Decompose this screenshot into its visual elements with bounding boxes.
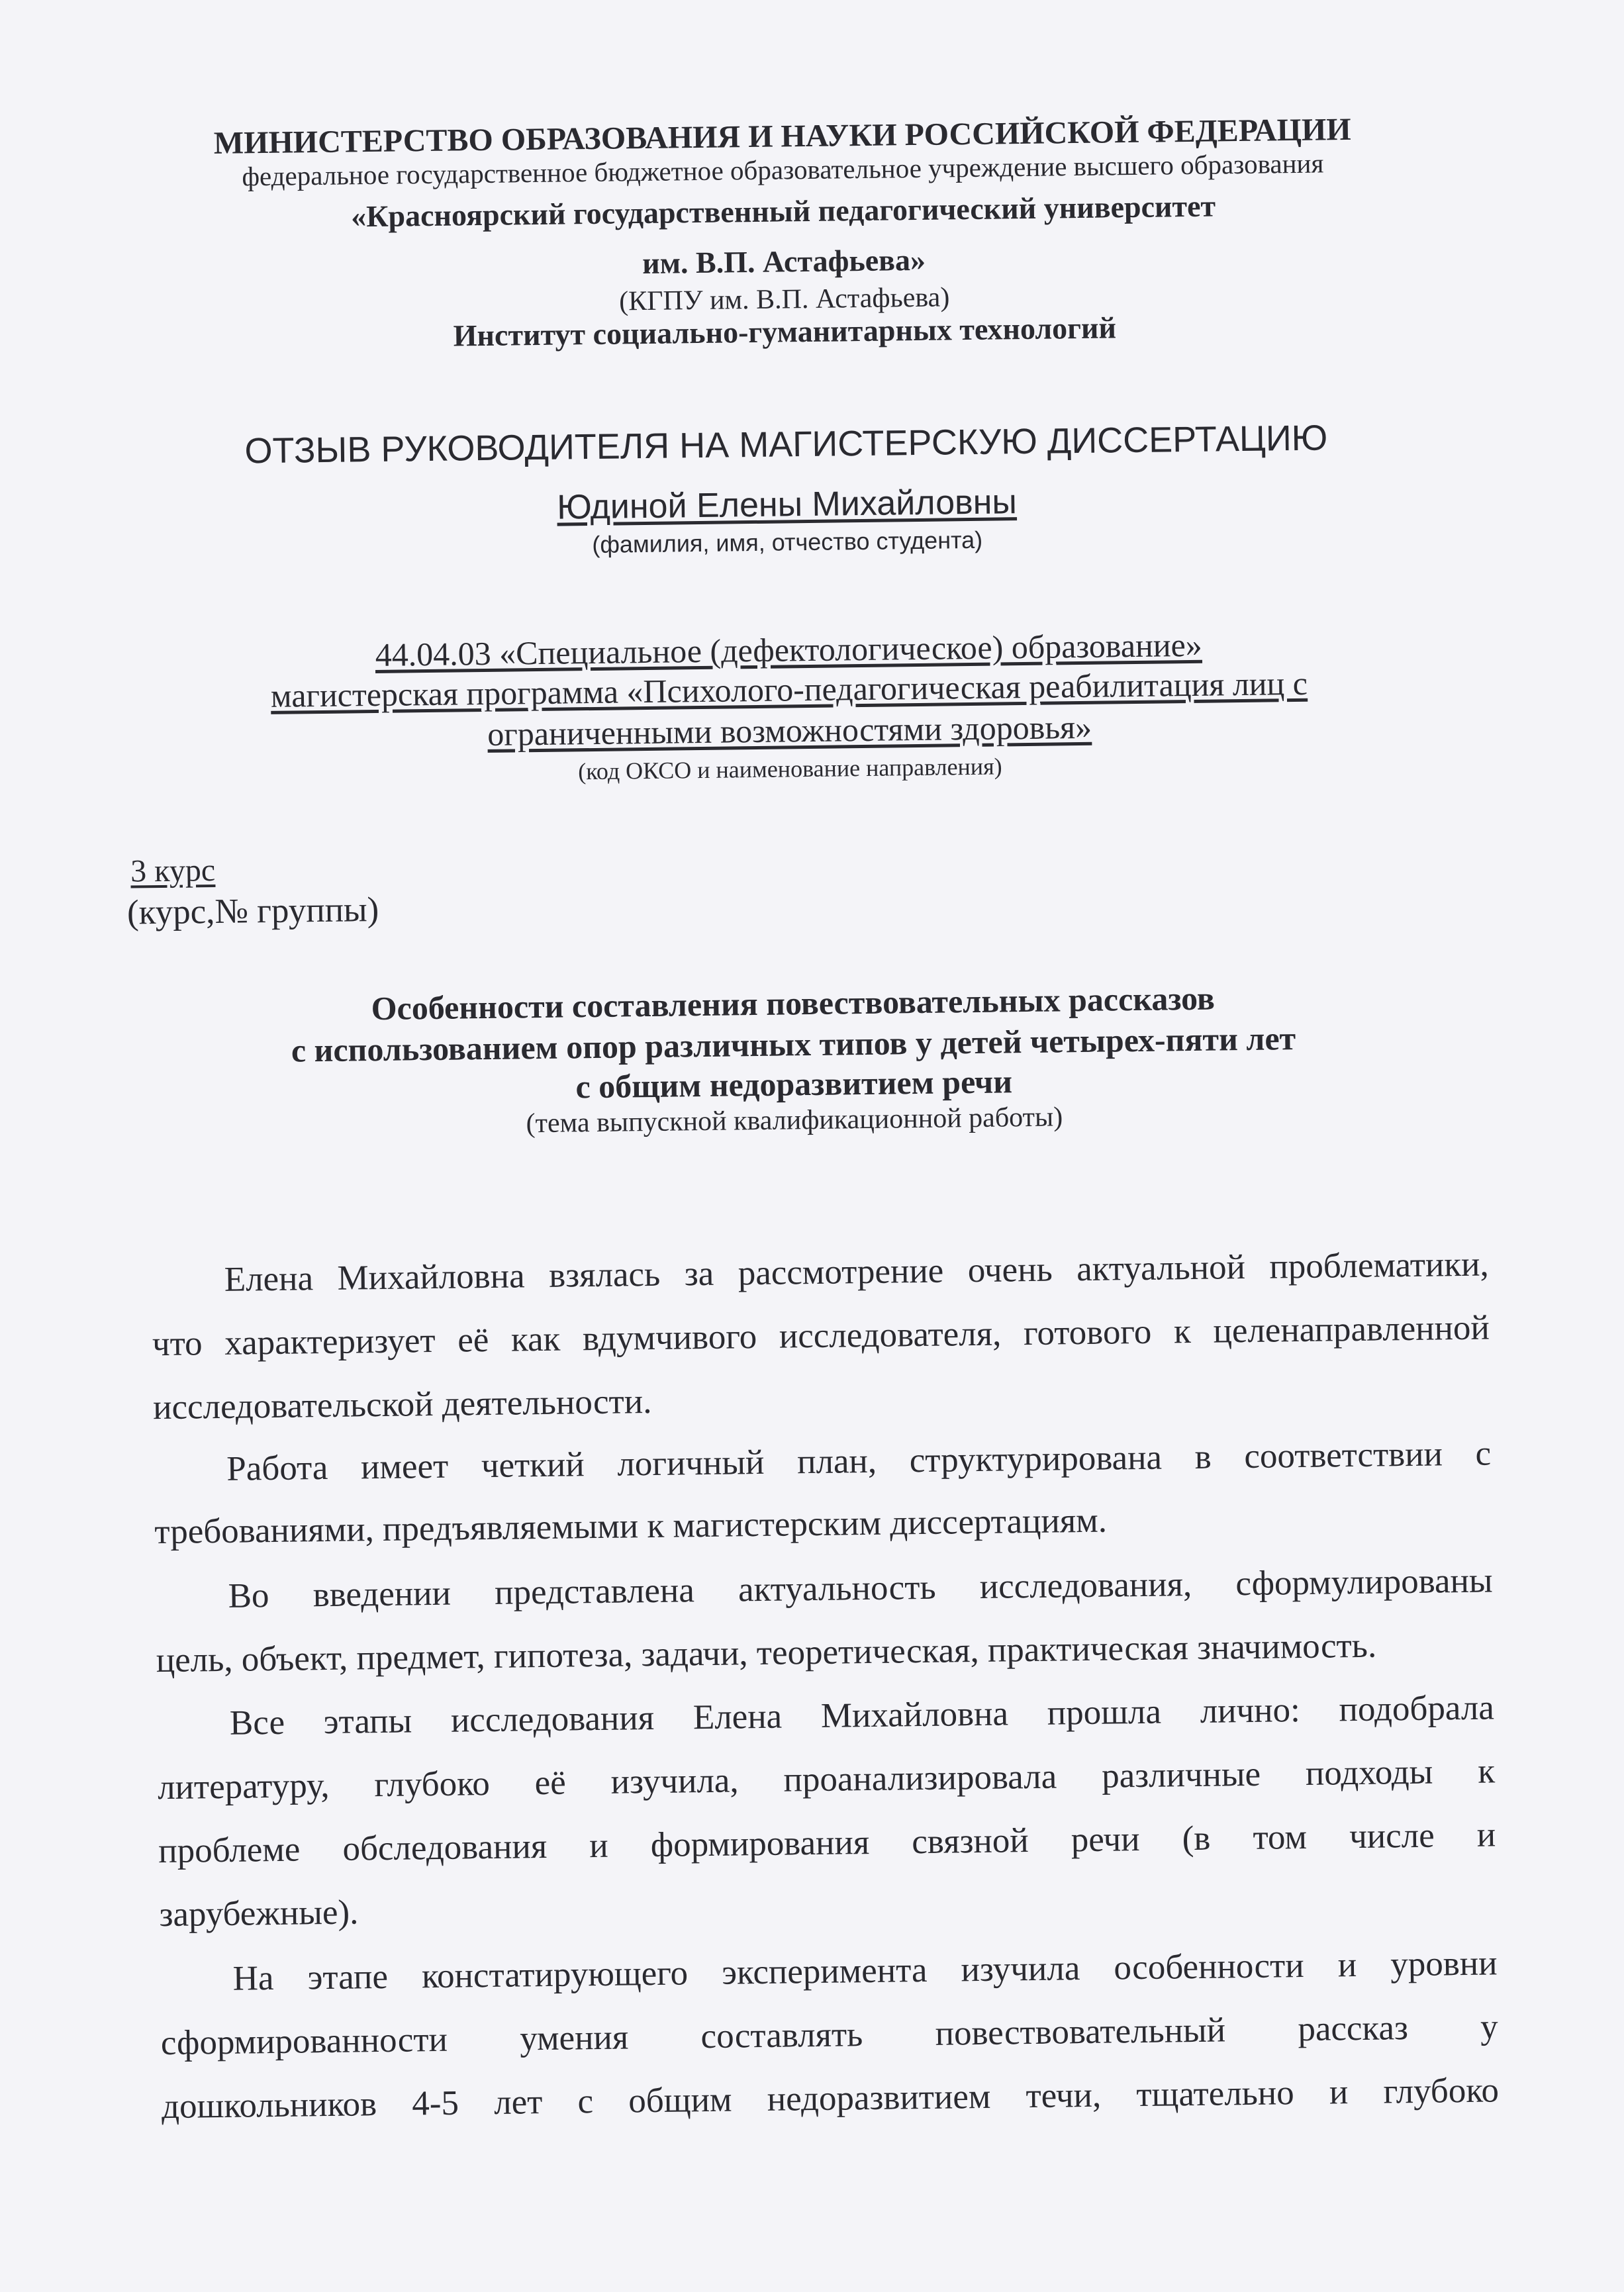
body-line: дошкольников 4-5 лет с общим недоразвитием течи, тщательно и глубоко	[161, 2071, 1500, 2126]
course: 3 курс	[130, 852, 216, 889]
topic-line2: с использованием опор различных типов у детей четырех-пяти лет	[291, 1020, 1296, 1069]
topic-line1: Особенности составления повествовательных рассказов	[371, 979, 1216, 1027]
body-line: Работа имеет четкий логичный план, структурирована в соответствии с	[226, 1434, 1492, 1488]
program-caption: (код ОКСО и наименование направления)	[577, 753, 1002, 785]
body-line: сформированности умения составлять повествовательный рассказ у	[160, 2007, 1499, 2063]
university-name: «Красноярский государственный педагогический университет	[350, 189, 1216, 234]
body-line: проблеме обследования и формирования связной речи (в том числе и	[158, 1815, 1496, 1871]
institution-type: федеральное государственное бюджетное образовательное учреждение высшего образования	[242, 148, 1324, 192]
student-name: Юдиной Елены Михайловны	[556, 483, 1018, 527]
institute-name: Институт социально-гуманитарных технологий	[453, 310, 1117, 353]
topic-line3: с общим недоразвитием речи	[575, 1063, 1013, 1106]
ministry-heading: МИНИСТЕРСТВО ОБРАЗОВАНИЯ И НАУКИ РОССИЙСКОЙ ФЕДЕРАЦИИ	[213, 111, 1351, 161]
body-line: требованиями, предъявляемыми к магистерским диссертациям.	[154, 1501, 1108, 1552]
body-line: зарубежные).	[159, 1893, 359, 1934]
program-code: 44.04.03 «Специальное (дефектологическое) образование»	[375, 626, 1203, 673]
course-caption: (курс,№ группы)	[126, 890, 379, 932]
university-name-line2: им. В.П. Астафьева»	[642, 242, 926, 281]
program-line1: магистерская программа «Психолого-педагогическая реабилитация лиц с	[270, 664, 1308, 714]
body-line: что характеризует её как вдумчивого исследователя, готового к целенаправленной	[152, 1308, 1490, 1364]
topic-caption: (тема выпускной квалификационной работы)	[526, 1102, 1063, 1139]
body-line: Елена Михайловна взялась за рассмотрение очень актуальной проблематики,	[224, 1245, 1489, 1299]
program-line2: ограниченными возможностями здоровья»	[487, 708, 1092, 753]
student-caption: (фамилия, имя, отчество студента)	[592, 526, 983, 558]
university-abbrev: (КГПУ им. В.П. Астафьева)	[618, 282, 950, 317]
body-line: Во введении представлена актуальность исследования, сформулированы	[228, 1561, 1493, 1615]
body-line: цель, объект, предмет, гипотеза, задачи, теоретическая, практическая значимость.	[156, 1626, 1377, 1680]
review-title: ОТЗЫВ РУКОВОДИТЕЛЯ НА МАГИСТЕРСКУЮ ДИССЕРТАЦИЮ	[244, 418, 1328, 471]
body-line: Все этапы исследования Елена Михайловна прошла лично: подобрала	[229, 1688, 1495, 1743]
body-line: На этапе констатирующего эксперимента изучила особенности и уровни	[232, 1944, 1498, 1998]
body-line: литературу, глубоко её изучила, проанализировала различные подходы к	[157, 1752, 1496, 1807]
body-line: исследовательской деятельности.	[152, 1382, 652, 1427]
